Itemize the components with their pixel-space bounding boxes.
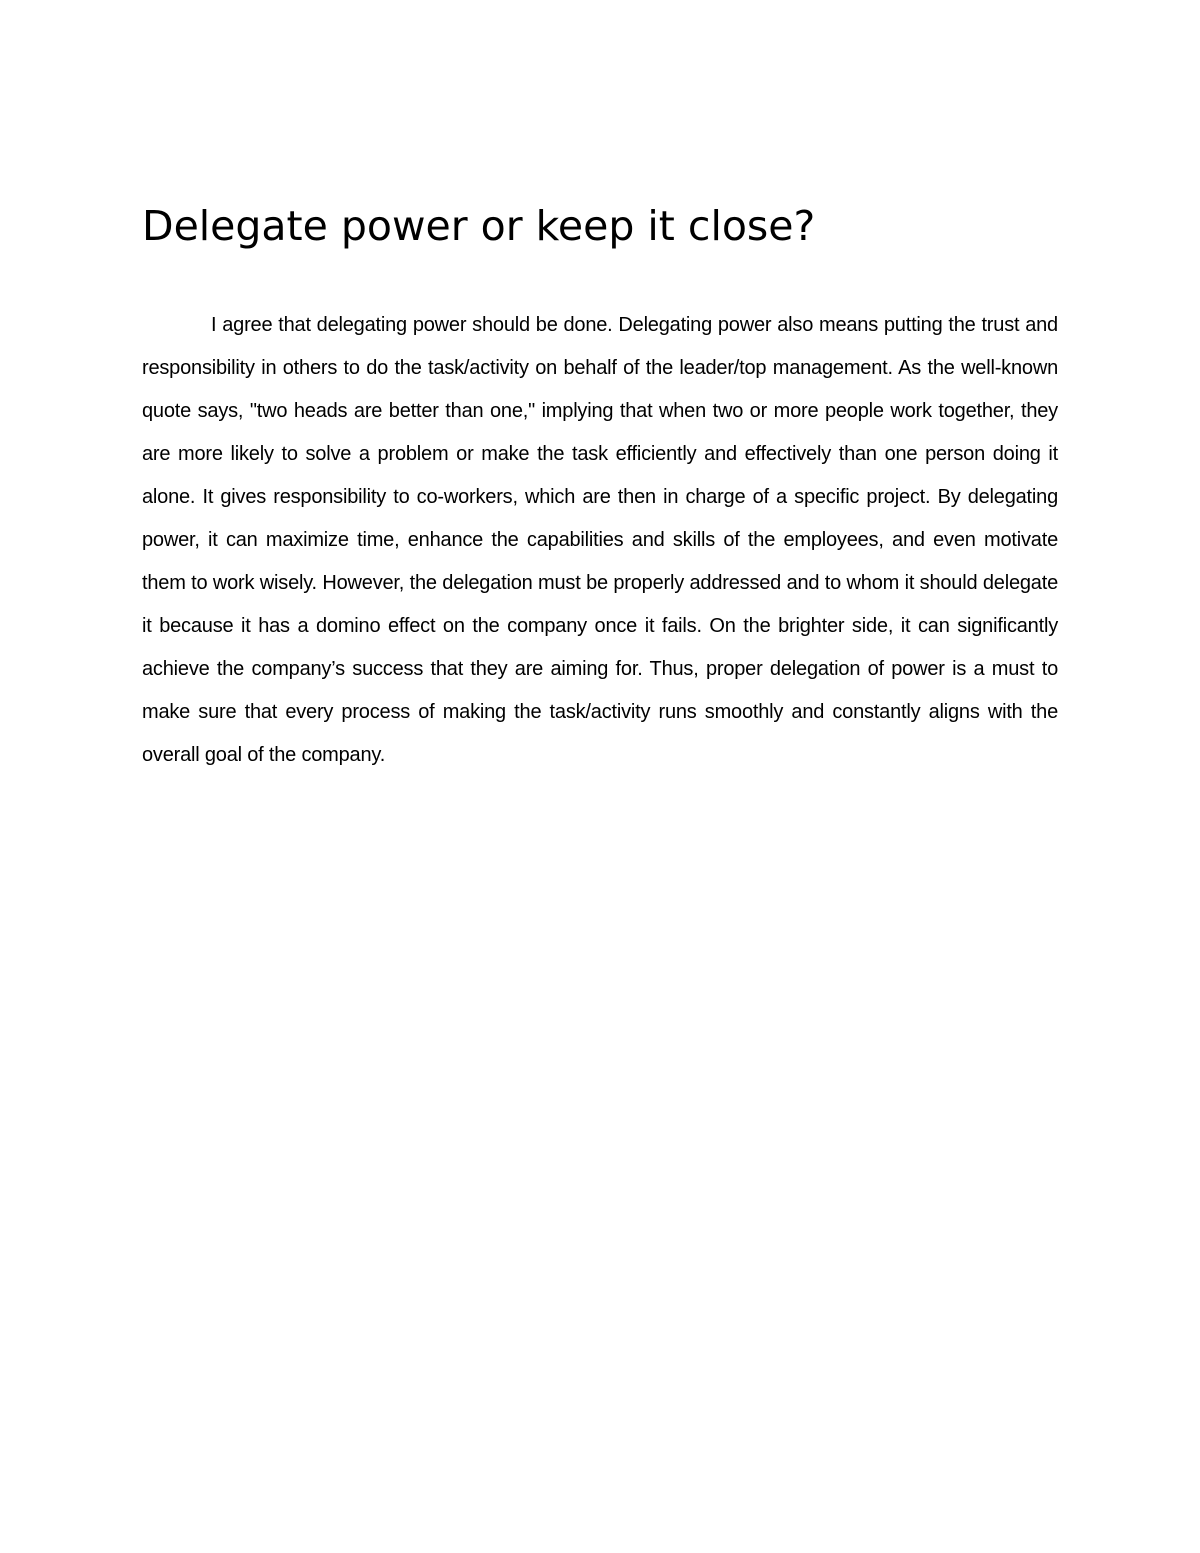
body-paragraph: I agree that delegating power should be done. Delegating power also means putting the trust and responsibility in others to do the task/activity on behalf of the leader/top management. As the well-known quote says, "two heads are better than one," implying that when two or more people work together, they are more likely to solve a problem or make the task efficiently and effectively than one person doing it alone. It gives responsibility to co-workers, which are then in charge of a specific project. By delegating power, it can maximize time, enhance the capabilities and skills of the employees, and even motivate them to work wisely. However, the delegation must be properly addressed and to whom it should delegate it because it has a domino effect on the company once it fails. On the brighter side, it can significantly achieve the company’s success that they are aiming for. Thus, proper delegation of power is a must to make sure that every process of making the task/activity runs smoothly and constantly aligns with the overall goal of the company.: [142, 314, 1058, 766]
document-title: Delegate power or keep it close?: [142, 202, 816, 250]
